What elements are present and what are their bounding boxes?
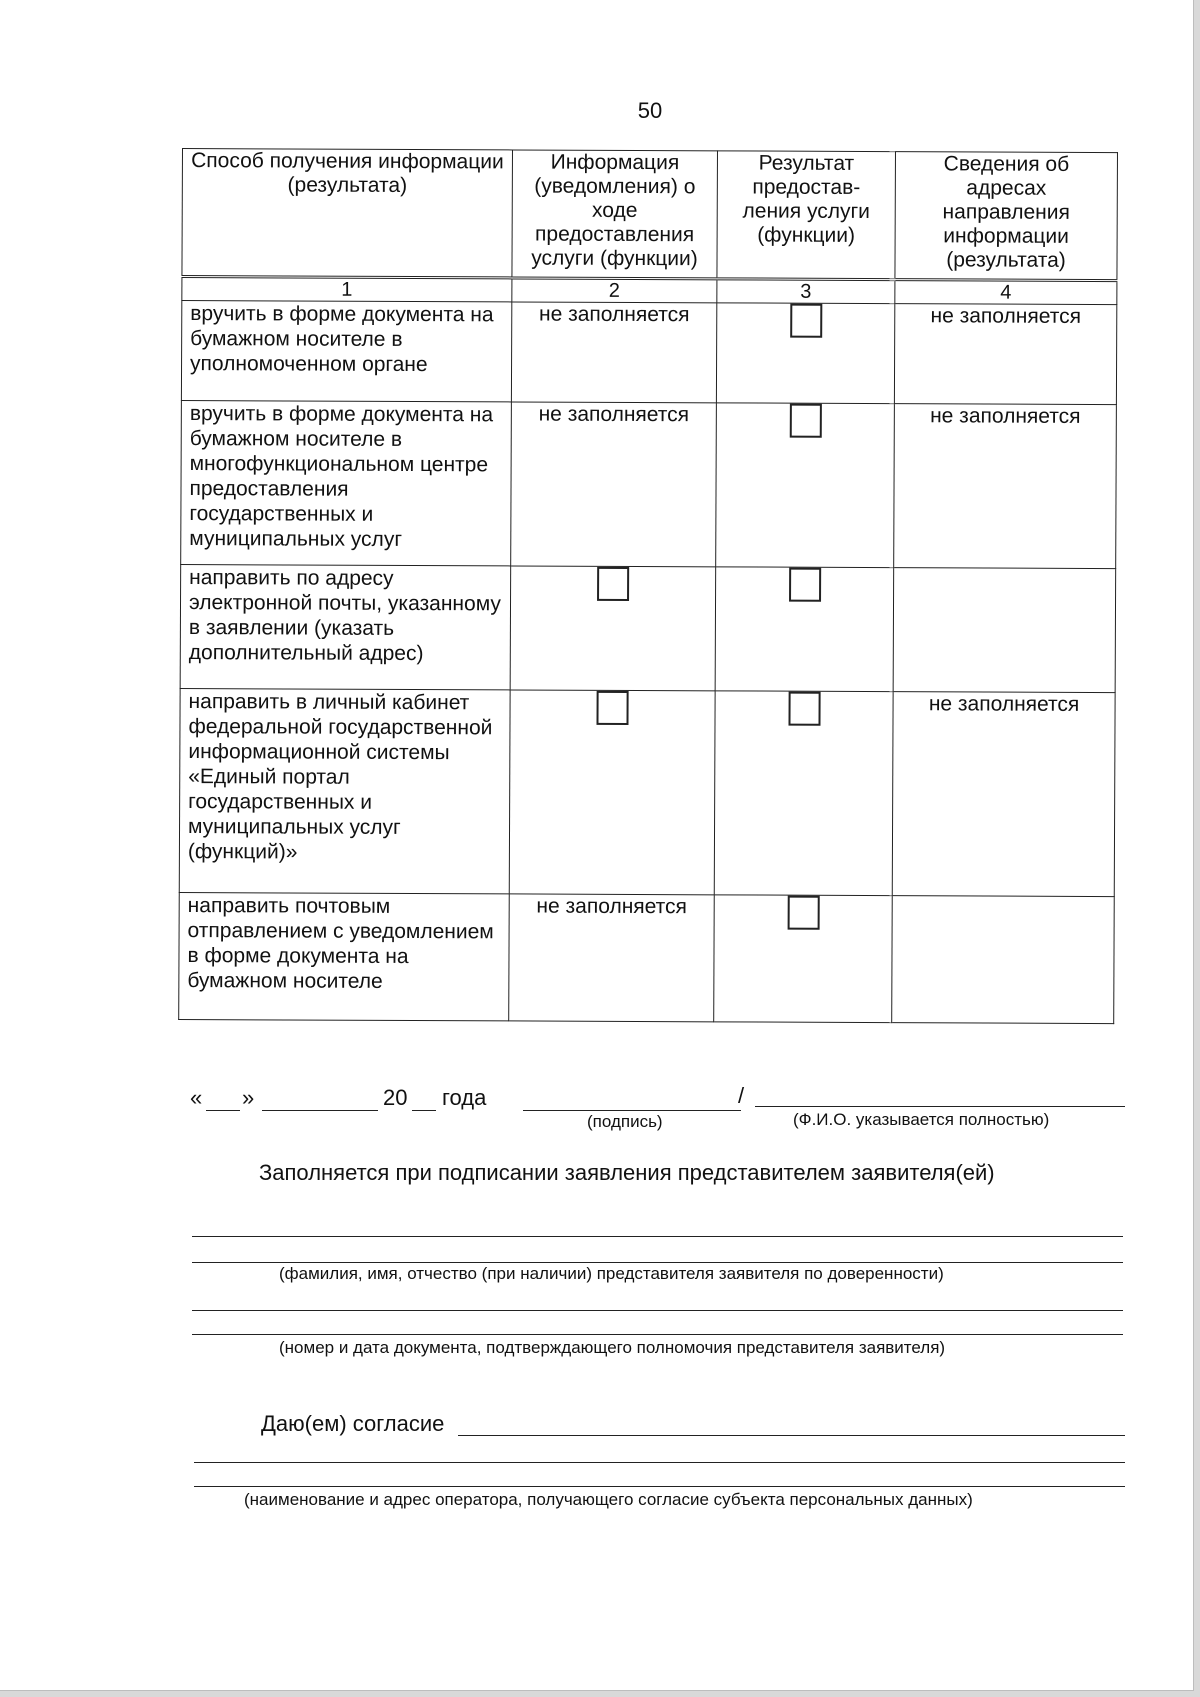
page-number: 50 [637, 98, 663, 123]
header-method: Способ получения информации (результата) [182, 149, 513, 278]
address-cell: не заполняется [892, 692, 1115, 897]
consent-line-2[interactable] [194, 1462, 1125, 1463]
result-cell[interactable] [716, 303, 894, 404]
representative-name-line[interactable] [192, 1236, 1123, 1237]
representative-document-line-2[interactable] [192, 1334, 1123, 1335]
result-cell[interactable] [714, 895, 893, 1023]
address-cell [893, 568, 1116, 693]
signature-line[interactable] [523, 1110, 741, 1111]
column-number: 4 [895, 280, 1117, 305]
result-checkbox[interactable] [790, 304, 822, 338]
result-cell[interactable] [715, 567, 894, 692]
representative-name-line-2[interactable] [192, 1262, 1123, 1263]
date-close-quote: » [242, 1085, 255, 1110]
header-address: Сведения об адресах направления информации (результата) [895, 152, 1118, 281]
column-number: 2 [512, 278, 717, 303]
result-checkbox[interactable] [789, 568, 821, 602]
representative-name-caption: (фамилия, имя, отчество (при наличии) представителя заявителя по доверенности) [279, 1264, 944, 1283]
result-checkbox[interactable] [788, 692, 820, 726]
info-cell[interactable] [510, 566, 716, 691]
table-row [181, 301, 1116, 405]
delivery-method-table [178, 148, 1118, 1024]
info-checkbox[interactable] [596, 691, 628, 725]
consent-label: Даю(ем) согласие [261, 1411, 445, 1436]
info-cell[interactable] [509, 690, 715, 895]
method-cell: направить по адресу электронной почты, указанному в заявлении (указать дополнительный адрес) [180, 564, 511, 689]
address-cell: не заполняется [894, 304, 1116, 405]
result-cell[interactable] [714, 691, 893, 896]
table-header-row [182, 149, 1118, 281]
header-info: Информация (уведомления) о ходе предоставления услуги (функции) [512, 150, 718, 279]
method-cell: вручить в форме документа на бумажном носителе в уполномоченном органе [181, 301, 511, 402]
info-cell: не заполняется [511, 302, 716, 403]
month-line[interactable] [262, 1110, 378, 1111]
consent-caption: (наименование и адрес оператора, получающего согласие субъекта персональных данных) [244, 1490, 973, 1509]
year-line[interactable] [412, 1110, 436, 1111]
result-cell[interactable] [716, 403, 895, 568]
method-cell: вручить в форме документа на бумажном носителе в многофункциональном центре предоставления государственных и муниципальных услуг [181, 400, 512, 565]
consent-line-3[interactable] [194, 1486, 1125, 1487]
year-suffix: года [442, 1085, 487, 1110]
method-cell: направить почтовым отправлением с уведомлением в форме документа на бумажном носителе [179, 892, 510, 1020]
address-cell [892, 896, 1115, 1024]
method-cell: направить в личный кабинет федеральной государственной информационной системы «Единый портал государственных и муниципальных услуг (функций)» [179, 688, 510, 893]
day-line[interactable] [206, 1110, 240, 1111]
column-number: 3 [717, 279, 895, 304]
slash: / [738, 1083, 745, 1108]
header-result: Результат предостав-ления услуги (функции) [717, 151, 896, 280]
consent-line[interactable] [458, 1435, 1125, 1436]
representative-document-line[interactable] [192, 1310, 1123, 1311]
year-prefix: 20 [383, 1085, 408, 1110]
result-checkbox[interactable] [787, 896, 819, 930]
full-name-line[interactable] [755, 1106, 1125, 1107]
info-cell: не заполняется [511, 402, 717, 567]
info-checkbox[interactable] [597, 567, 629, 601]
column-number: 1 [182, 277, 512, 302]
table-row [180, 564, 1116, 692]
representative-document-caption: (номер и дата документа, подтверждающего полномочия представителя заявителя) [279, 1338, 946, 1357]
date-open-quote: « [190, 1085, 203, 1110]
result-checkbox[interactable] [789, 404, 821, 438]
table-row [181, 400, 1117, 568]
table-row [179, 688, 1115, 896]
address-cell: не заполняется [894, 404, 1117, 569]
table-row [179, 892, 1115, 1023]
info-cell: не заполняется [509, 894, 715, 1022]
representative-heading: Заполняется при подписании заявления представителем заявителя(ей) [259, 1160, 995, 1185]
full-name-caption: (Ф.И.О. указывается полностью) [793, 1110, 1050, 1129]
signature-caption: (подпись) [587, 1112, 663, 1131]
